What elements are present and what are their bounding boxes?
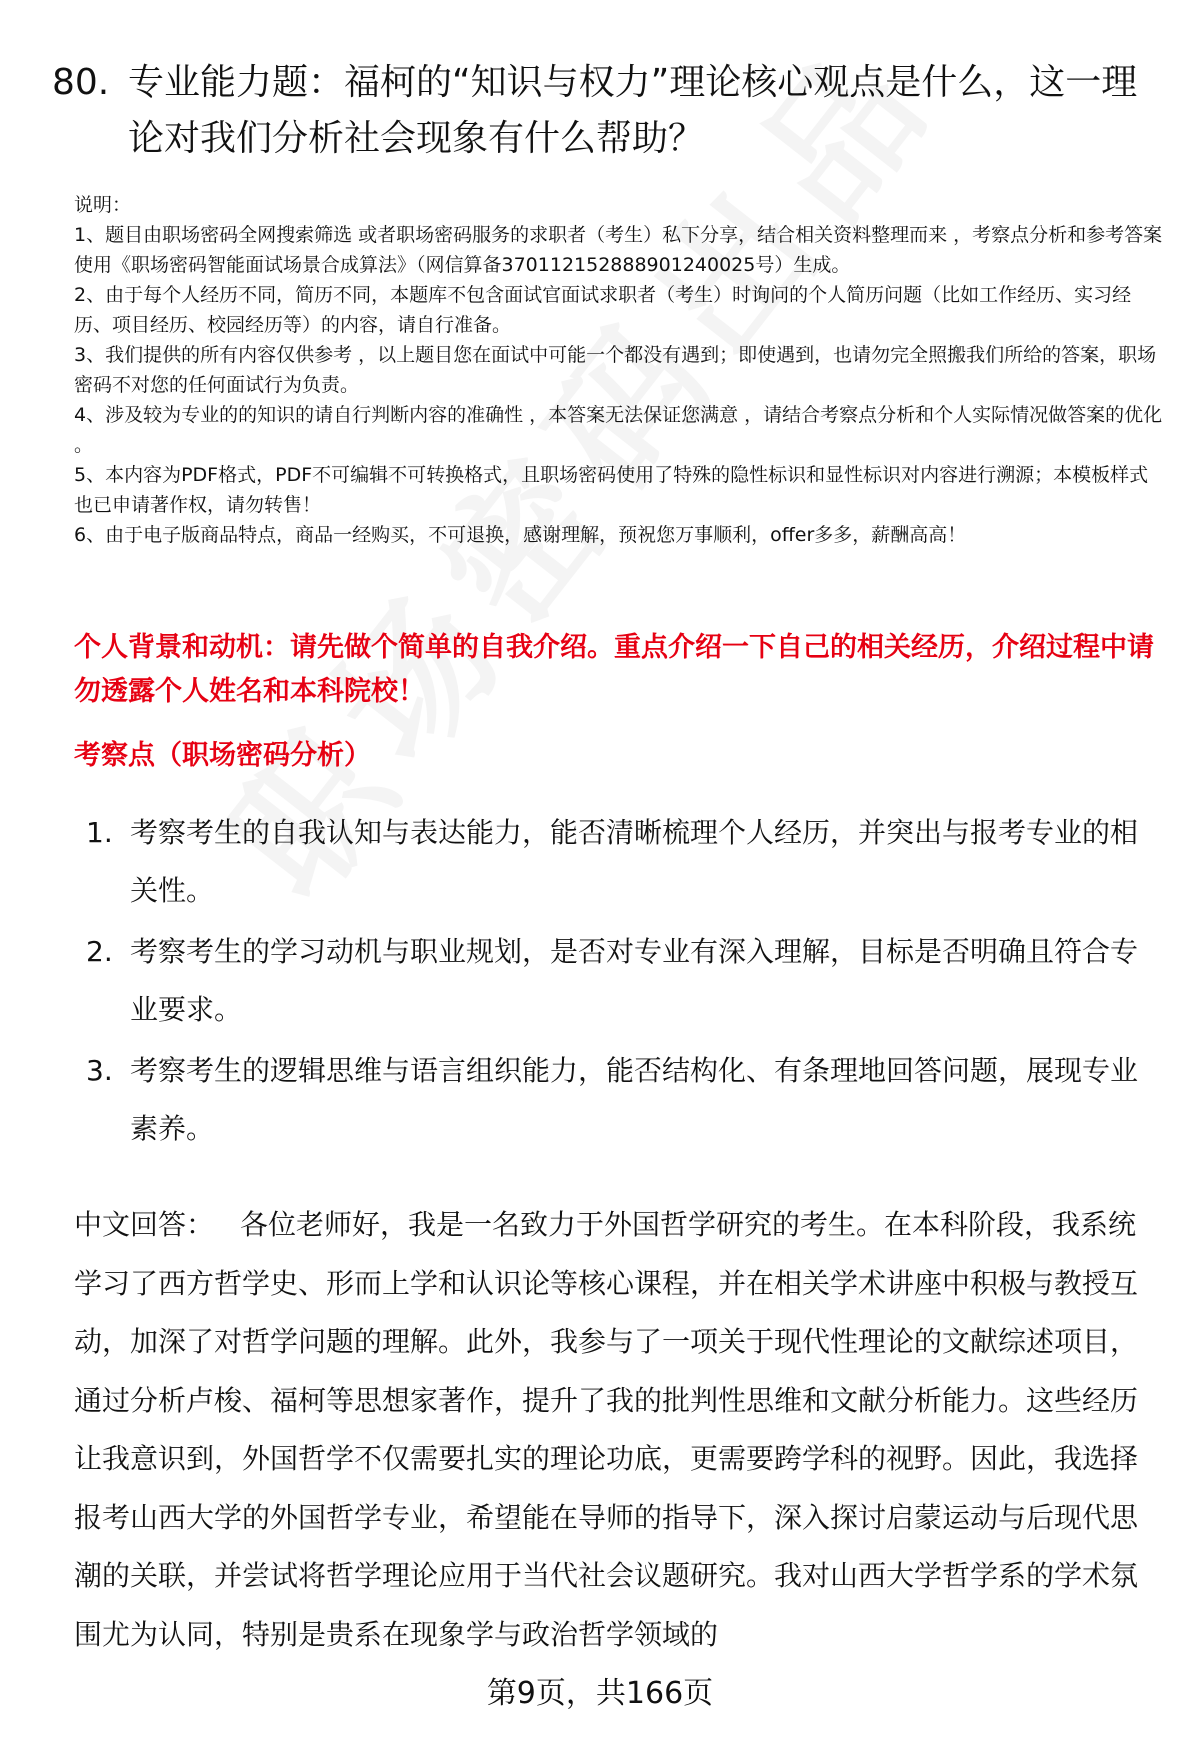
question-number: 80. xyxy=(52,62,110,103)
list-item xyxy=(86,1042,1156,1158)
analysis-points xyxy=(86,804,1156,1161)
answer-label: 中文回答： xyxy=(74,1208,215,1241)
answer-text: 各位老师好，我是一名致力于外国哲学研究的考生。在本科阶段，我系统学习了西方哲学史、形而上学和认识论等核心课程，并在相关学术讲座中积极与教授互动，加深了对哲学问题的理解。此外，我参与了一项关于现代性理论的文献综述项目，通过分析卢梭、福柯等思想家著作，提升了我的批判性思维和文献分析能力。这些经历让我意识到，外国哲学不仅需要扎实的理论功底，更需要跨学科的视野。因此，我选择报考山西大学的外国哲学专业，希望能在导师的指导下，深入探讨启蒙运动与后现代思潮的关联，并尝试将哲学理论应用于当代社会议题研究。我对山西大学哲学系的学术氛围尤为认同，特别是贵系在现象学与政治哲学领域的 xyxy=(74,1208,1139,1651)
notes-section xyxy=(74,190,1164,550)
question-text: 专业能力题：福柯的“知识与权力”理论核心观点是什么，这一理论对我们分析社会现象有什么帮助？ xyxy=(128,62,1138,159)
note-item: 3、我们提供的所有内容仅供参考 ，以上题目您在面试中可能一个都没有遇到；即使遇到，也请勿完全照搬我们所给的答案，职场密码不对您的任何面试行为负责。 xyxy=(74,344,1157,396)
point-number: 3. xyxy=(86,1054,113,1087)
list-item xyxy=(86,804,1156,920)
point-text: 考察考生的自我认知与表达能力，能否清晰梳理个人经历，并突出与报考专业的相关性。 xyxy=(130,816,1139,907)
note-item: 4、涉及较为专业的的知识的请自行判断内容的准确性 ，本答案无法保证您满意 ，请结合考察点分析和个人实际情况做答案的优化 。 xyxy=(74,404,1163,456)
question-title xyxy=(52,55,1152,167)
page-footer: 第9页，共166页 xyxy=(486,1676,714,1711)
note-item: 1、题目由职场密码全网搜索筛选 或者职场密码服务的求职者（考生）私下分享，结合相关资料整理而来 ，考察点分析和参考答案使用《职场密码智能面试场景合成算法》（网信算备370112152888901240025号）生成。 xyxy=(74,224,1163,276)
analysis-heading: 考察点（职场密码分析） xyxy=(74,740,371,771)
intro-prompt: 个人背景和动机：请先做个简单的自我介绍。重点介绍一下自己的相关经历，介绍过程中请勿透露个人姓名和本科院校！ xyxy=(74,632,1154,707)
point-text: 考察考生的逻辑思维与语言组织能力，能否结构化、有条理地回答问题，展现专业素养。 xyxy=(130,1054,1139,1145)
note-item: 2、由于每个人经历不同，简历不同，本题库不包含面试官面试求职者（考生）时询问的个人简历问题（比如工作经历、实习经历、项目经历、校园经历等）的内容，请自行准备。 xyxy=(74,284,1132,336)
notes-heading: 说明： xyxy=(74,194,132,216)
point-number: 1. xyxy=(86,816,113,849)
list-item xyxy=(86,923,1156,1039)
note-item: 6、由于电子版商品特点，商品一经购买，不可退换，感谢理解，预祝您万事顺利，offer多多，薪酬高高！ xyxy=(74,524,967,546)
answer-paragraph xyxy=(74,1196,1156,1664)
note-item: 5、本内容为PDF格式，PDF不可编辑不可转换格式，且职场密码使用了特殊的隐性标识和显性标识对内容进行溯源；本模板样式也已申请著作权，请勿转售！ xyxy=(74,464,1149,516)
point-text: 考察考生的学习动机与职业规划，是否对专业有深入理解，目标是否明确且符合专业要求。 xyxy=(130,935,1139,1026)
point-number: 2. xyxy=(86,935,113,968)
